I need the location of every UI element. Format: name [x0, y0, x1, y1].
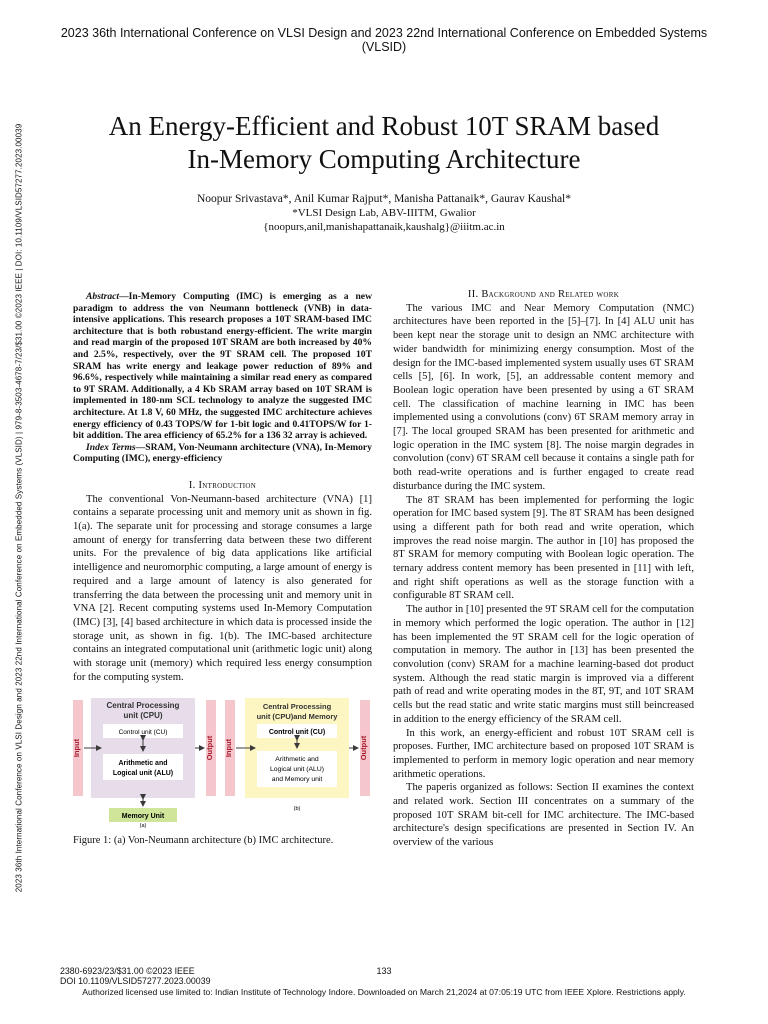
b-alu-label-2: Logical unit (ALU)	[269, 766, 325, 774]
section-2-paragraph-5: The paperis organized as follows: Section II examines the context and related work. Section III concentrates on a summary of the proposed 10T SRAM bit-cell for IMC architecture. The IMC-based architecture's design specifications are presented in Section IV. An overview of the various	[393, 782, 694, 849]
paper-title-line-2: In-Memory Computing Architecture	[187, 144, 581, 174]
page-number: 133	[376, 966, 392, 976]
conference-line-2: (VLSID)	[361, 40, 407, 54]
section-1-heading: I. Introduction	[188, 479, 257, 491]
a-cpu-title-2: unit (CPU)	[123, 711, 163, 721]
b-control-unit-label: Control unit (CU)	[268, 729, 326, 737]
b-alu-label-1: Arithmetic and	[275, 756, 319, 764]
a-memory-unit-label: Memory Unit	[121, 813, 165, 821]
title-block	[60, 110, 708, 234]
a-cpu-title-1: Central Processing	[106, 701, 180, 711]
a-alu-label-2: Logical unit (ALU)	[112, 770, 174, 778]
b-title-2: unit (CPU)and Memory	[256, 712, 338, 722]
section-1-paragraph: The conventional Von-Neumann-based architecture (VNA) [1] contains a separate processing unit and memory unit as shown in fig. 1(a). The separate unit for processing and storage consumes a large amount of energy for transferring data between these two different units. For the prevalence of big data applications like artificial intelligence and neuromorphic computing, a large amount of energy is required and a large amount of latency is also generated for transferring the data between the processing unit and memory unit in VNA [2]. Recent computing systems used In-Memory Computation (IMC) [3], [4] based architecture in which data is processed inside the storage unit, as shown in fig. 1(b). The IMC-based architecture contains an integrated computational unit (arithmetic logic unit) along with storage unit (memory) which required less energy consumption for the computing system.	[73, 493, 372, 683]
conference-line-1: 2023 36th International Conference on VLSI Design and 2023 22nd International Conference on Embedded Systems	[60, 26, 708, 40]
side-identifier	[12, 68, 26, 948]
figure-1-caption: Figure 1: (a) Von-Neumann architecture (b) IMC architecture.	[73, 835, 334, 847]
footer-issn: 2380-6923/23/$31.00 ©2023 IEEE	[60, 966, 195, 976]
section-2-heading: II. Background and Related work	[467, 289, 620, 300]
abstract-label: Abstract	[86, 291, 120, 302]
index-terms-text: —SRAM, Von-Neumann architecture (VNA), In-Memory Computing (IMC), energy-efficiency	[73, 441, 372, 465]
affiliation: *VLSI Design Lab, ABV-IIITM, Gwalior	[292, 207, 476, 219]
author-emails: {noopurs,anil,manishapattanaik,kaushalg}@iiitm.ac.in	[263, 221, 505, 233]
b-alu-label-3: and Memory unit	[271, 776, 323, 784]
a-control-unit-label: Control unit (CU)	[118, 729, 168, 737]
section-2-paragraph-3: The author in [10] presented the 9T SRAM cell for the computation in memory which performed the logic operation. The author in [12] has been implemented the 9T SRAM cell for the logic operation of computation in memory. The author in [13] has been presented the convolution (conv) SRAM for a machine learning-based dot product system. Although the read static margin is improved via a different path of read and write operating modes in the 8T, 9T, and 10T SRAM cells but the read static and write static margins must still beincreased in addition to the energy efficiency of the SRAM cell.	[393, 604, 694, 725]
conference-header	[40, 26, 728, 54]
section-2-paragraph-1: The various IMC and Near Memory Computation (NMC) architectures have been reported in the [5]–[7]. In [4] ALU unit has been kept near the storage unit to design an NMC architecture with wider bandwidth for minimizing energy consumption. Most of the design for the IMC-based implemented system usually uses 6T SRAM cells [5], [6]. In work, [5], an addressable content memory and Boolean logic operation have been presented by using a 6T SRAM cell. The classification of machine learning in IMC has been implemented using a convolutions (conv) 6T SRAM memory array in [7]. The local grouped SRAM has been presented for arithmetic and logic operation in the IMC system [8]. The noise margin degrades in convolution (conv) 6T SRAM cell because it contains a single path for both read-write operations and is further engaged to create read disturbance during the IMC system.	[393, 302, 694, 492]
license-notice: Authorized licensed use limited to: Indian Institute of Technology Indore. Downloaded on March 21,2024 at 07:05:19 UTC from IEEE Xplore. Restrictions apply.	[82, 987, 686, 997]
b-input-label: Input	[224, 739, 233, 758]
section-2-paragraph-4: In this work, an energy-efficient and robust 10T SRAM cell is proposes. Further, IMC architecture based on proposed 10T SRAM is implemented to perform in memory logic operation and near memory arithmetic operations.	[393, 727, 694, 780]
footer-doi: DOI 10.1109/VLSID57277.2023.00039	[60, 976, 211, 986]
index-terms	[73, 442, 372, 465]
authors: Noopur Srivastava*, Anil Kumar Rajput*, Manisha Pattanaik*, Gaurav Kaushal*	[197, 193, 571, 205]
left-column	[73, 291, 372, 848]
a-input-label: Input	[72, 739, 81, 758]
b-sub-label: (b)	[293, 806, 301, 813]
abstract	[73, 291, 372, 442]
b-output-label: Output	[359, 736, 368, 761]
index-terms-label: Index Terms	[86, 441, 136, 453]
a-output-label: Output	[205, 736, 214, 761]
side-identifier-text: 2023 36th International Conference on VLSI Design and 2023 22nd International Conference on Embedded Systems (VLSID) | 979-8-3503-4678-7/23/$31.00 ©2023 IEEE | DOI: 10.1109/VLSID57277.2023.00039	[14, 123, 24, 893]
figure-1	[73, 698, 372, 828]
right-column	[393, 288, 694, 850]
a-sub-label: (a)	[139, 823, 147, 830]
abstract-text: —In-Memory Computing (IMC) is emerging as a new paradigm to address the von Neumann bottleneck (VNB) in data-intensive applications. This research proposes a 10T SRAM-based IMC architecture that is both robustand energy-efficient. The write margin and read margin of the proposed 10T SRAM are both increased by 40% and 2.5%, respectively, over the 9T SRAM cell. The proposed 10T SRAM has write energy and leakage power reduction of 89% and 96.6%, respectively while maintaining a similar read enery as compared to 9T SRAM. Additionally, a 4 Kb SRAM array based on 10T SRAM is implemented in 180-nm SCL technology to analyze the suggested IMC architecture. At 1.8 V, 60 MHz, the suggested IMC architecture achieves energy efficiency of 0.43 TOPS/W for 1-bit logic and 0.41TOPS/W for 1-bit addition. The area efficiency of 65.2% for a 136 32 array is achieved.	[73, 291, 372, 442]
b-title-1: Central Processing	[262, 702, 332, 712]
paper-title-line-1: An Energy-Efficient and Robust 10T SRAM based	[108, 111, 660, 141]
figure-1-diagram	[73, 698, 372, 828]
a-alu-label-1: Arithmetic and	[118, 760, 168, 768]
section-2-paragraph-2: The 8T SRAM has been implemented for performing the logic operation for IMC based system [9]. The 8T SRAM has been designed using a different path for both read and write operation, which improves the read noise margin. The author in [10] has proposed the 8T SRAM for memory computing with Boolean logic operation. The ternary address content memory has been presented in [11] with left, and right shift operations as well as the storage function with a configurable 8T SRAM cell.	[393, 494, 694, 602]
